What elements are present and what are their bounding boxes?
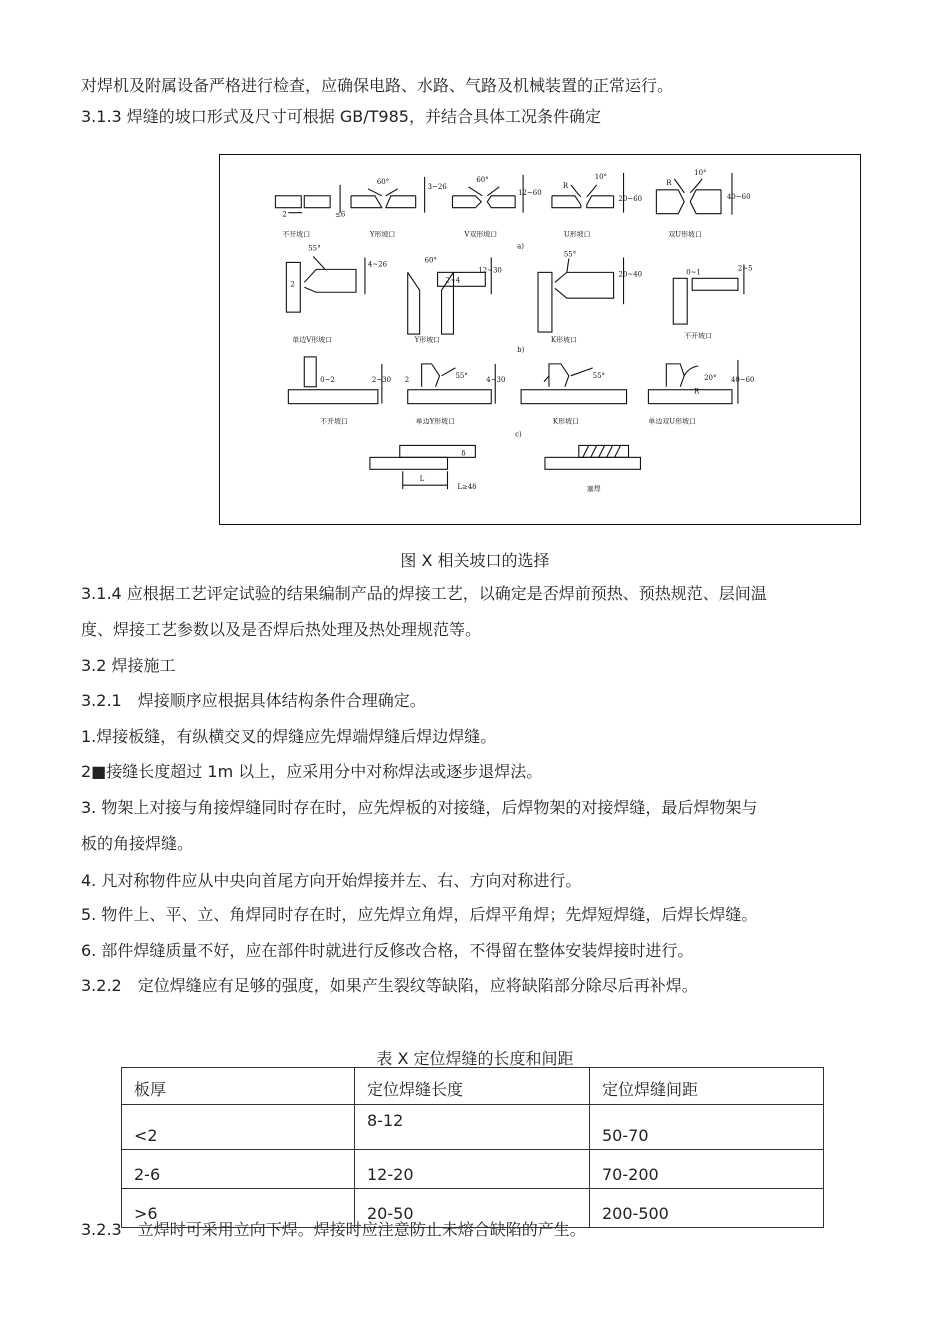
label-a-2: Y形坡口 bbox=[369, 230, 396, 239]
svg-text:10°: 10° bbox=[694, 168, 707, 177]
label-a-4: U形坡口 bbox=[563, 230, 591, 239]
svg-text:60°: 60° bbox=[476, 175, 489, 184]
svg-text:2: 2 bbox=[282, 210, 287, 219]
row-c-k bbox=[521, 364, 626, 404]
svg-text:2: 2 bbox=[404, 375, 410, 384]
row-c-square bbox=[288, 357, 391, 404]
svg-text:0~1: 0~1 bbox=[686, 268, 701, 277]
svg-text:3~26: 3~26 bbox=[427, 182, 447, 191]
svg-text:4~26: 4~26 bbox=[367, 260, 388, 269]
svg-text:L≥4δ: L≥4δ bbox=[457, 483, 477, 492]
label-b-3: K形坡口 bbox=[550, 335, 578, 344]
svg-text:20~60: 20~60 bbox=[618, 194, 643, 203]
header-length: 定位焊缝长度 bbox=[355, 1068, 590, 1105]
row-a-double-v-groove bbox=[452, 175, 541, 213]
paragraph-3-1-3: 3.1.3 焊缝的坡口形式及尺寸可根据 GB/T985，并结合具体工况条件确定 bbox=[81, 107, 601, 126]
svg-text:R: R bbox=[562, 181, 569, 190]
table-row bbox=[122, 1150, 824, 1189]
list-item-3-line2: 板的角接焊缝。 bbox=[81, 834, 194, 853]
figure-caption: 图 X 相关坡口的选择 bbox=[400, 551, 550, 570]
row-b-single-v bbox=[286, 244, 387, 312]
svg-text:R: R bbox=[666, 178, 672, 187]
paragraph-3-1-4-line2: 度、焊接工艺参数以及是否焊后热处理及热处理规范等。 bbox=[81, 620, 482, 639]
list-item-5: 5. 物件上、平、立、角焊同时存在时，应先焊立角焊，后焊平角焊；先焊短焊缝，后焊长焊缝。 bbox=[81, 905, 758, 924]
label-a-1: 不开坡口 bbox=[282, 230, 311, 239]
svg-text:L: L bbox=[419, 475, 425, 484]
label-c-2: 单边Y形坡口 bbox=[415, 417, 456, 426]
list-item-1: 1.焊接板缝，有纵横交叉的焊缝应先焊端焊缝后焊边焊缝。 bbox=[81, 727, 497, 746]
svg-text:55°: 55° bbox=[592, 371, 606, 380]
header-spacing: 定位焊缝间距 bbox=[590, 1068, 824, 1105]
row-a-square-groove bbox=[275, 185, 345, 219]
paragraph-3-2-2: 3.2.2 定位焊缝应有足够的强度，如果产生裂纹等缺陷，应将缺陷部分除尽后再补焊。 bbox=[81, 976, 698, 995]
svg-text:0~2: 0~2 bbox=[320, 375, 335, 384]
table-cell: 200-500 bbox=[590, 1189, 824, 1228]
row-b-y bbox=[408, 256, 502, 334]
label-a-5: 双U形坡口 bbox=[668, 230, 702, 239]
row-a-double-u-groove bbox=[656, 169, 750, 215]
svg-text:55°: 55° bbox=[563, 250, 577, 259]
table-cell: 12-20 bbox=[355, 1150, 590, 1189]
svg-text:60°: 60° bbox=[424, 256, 437, 265]
paragraph-equipment-check: 对焊机及附属设备严格进行检查，应确保电路、水路、气路及机械装置的正常运行。 bbox=[81, 76, 674, 95]
list-item-4: 4. 凡对称物件应从中央向首尾方向开始焊接并左、右、方向对称进行。 bbox=[81, 871, 582, 890]
table-cell: <2 bbox=[122, 1105, 355, 1150]
svg-text:12~30: 12~30 bbox=[478, 266, 502, 275]
svg-text:12~60: 12~60 bbox=[518, 188, 542, 197]
svg-text:2~5: 2~5 bbox=[737, 264, 753, 273]
svg-text:2: 2 bbox=[290, 280, 295, 289]
table-cell: 2-6 bbox=[122, 1150, 355, 1189]
svg-text:20°: 20° bbox=[704, 373, 717, 382]
label-b-2: Y形坡口 bbox=[414, 335, 441, 344]
row-c-single-double-u bbox=[648, 360, 754, 404]
tag-b: b) bbox=[517, 345, 525, 354]
svg-text:55°: 55° bbox=[455, 371, 468, 380]
svg-text:≤6: ≤6 bbox=[335, 210, 346, 219]
table-title: 表 X 定位焊缝的长度和间距 bbox=[376, 1049, 574, 1068]
paragraph-3-2-1: 3.2.1 焊接顺序应根据具体结构条件合理确定。 bbox=[81, 691, 426, 710]
groove-diagram bbox=[219, 154, 861, 525]
label-b-4: 不开坡口 bbox=[684, 332, 713, 341]
label-c-1: 不开坡口 bbox=[320, 417, 349, 426]
row-b-k bbox=[538, 250, 642, 332]
table-cell: 20-50 bbox=[355, 1189, 590, 1228]
tag-a: a) bbox=[517, 242, 524, 251]
svg-text:10°: 10° bbox=[594, 172, 608, 181]
table-header-row bbox=[122, 1068, 824, 1105]
svg-text:55°: 55° bbox=[308, 244, 321, 253]
row-a-u-groove bbox=[552, 173, 642, 213]
paragraph-3-1-4-line1: 3.1.4 应根据工艺评定试验的结果编制产品的焊接工艺，以确定是否焊前预热、预热规范、层间温 bbox=[81, 584, 767, 603]
svg-text:δ: δ bbox=[461, 449, 466, 458]
paragraph-3-2-3: 3.2.3 立焊时可采用立向下焊。焊接时应注意防止未熔合缺陷的产生。 bbox=[81, 1220, 586, 1239]
header-thickness: 板厚 bbox=[122, 1068, 355, 1105]
svg-text:60°: 60° bbox=[376, 177, 390, 186]
list-item-2: 2■接缝长度超过 1m 以上，应采用分中对称焊法或逐步退焊法。 bbox=[81, 762, 543, 781]
tack-weld-table bbox=[121, 1067, 824, 1228]
table-cell: 50-70 bbox=[590, 1105, 824, 1150]
list-item-3-line1: 3. 物架上对接与角接焊缝同时存在时，应先焊板的对接缝，后焊物架的对接焊缝，最后焊物架与 bbox=[81, 798, 758, 817]
label-a-3: V双形坡口 bbox=[464, 230, 498, 239]
row-c-single-y bbox=[405, 364, 506, 404]
table-cell: 8-12 bbox=[355, 1105, 590, 1150]
row-a-y-groove bbox=[351, 177, 447, 213]
svg-text:40~60: 40~60 bbox=[730, 375, 755, 384]
row-d-lap bbox=[370, 445, 477, 491]
tag-c: c) bbox=[515, 430, 522, 439]
svg-text:2~4: 2~4 bbox=[445, 276, 461, 285]
svg-text:2~30: 2~30 bbox=[371, 375, 392, 384]
svg-text:4~30: 4~30 bbox=[486, 375, 506, 384]
table-cell: 70-200 bbox=[590, 1150, 824, 1189]
label-d-1: 塞焊 bbox=[586, 485, 601, 494]
svg-text:R: R bbox=[694, 387, 700, 396]
label-c-4: 单边双U形坡口 bbox=[648, 417, 697, 426]
row-d-plug bbox=[545, 445, 640, 469]
svg-text:40~60: 40~60 bbox=[726, 192, 751, 201]
label-b-1: 单边V形坡口 bbox=[292, 335, 333, 344]
label-c-3: K形坡口 bbox=[552, 417, 579, 426]
table-cell: >6 bbox=[122, 1189, 355, 1228]
list-item-6: 6. 部件焊缝质量不好，应在部件时就进行反修改合格，不得留在整体安装焊接时进行。 bbox=[81, 941, 694, 960]
heading-3-2: 3.2 焊接施工 bbox=[81, 656, 176, 675]
row-b-square bbox=[673, 264, 752, 324]
table-row bbox=[122, 1105, 824, 1150]
svg-text:20~40: 20~40 bbox=[618, 270, 643, 279]
